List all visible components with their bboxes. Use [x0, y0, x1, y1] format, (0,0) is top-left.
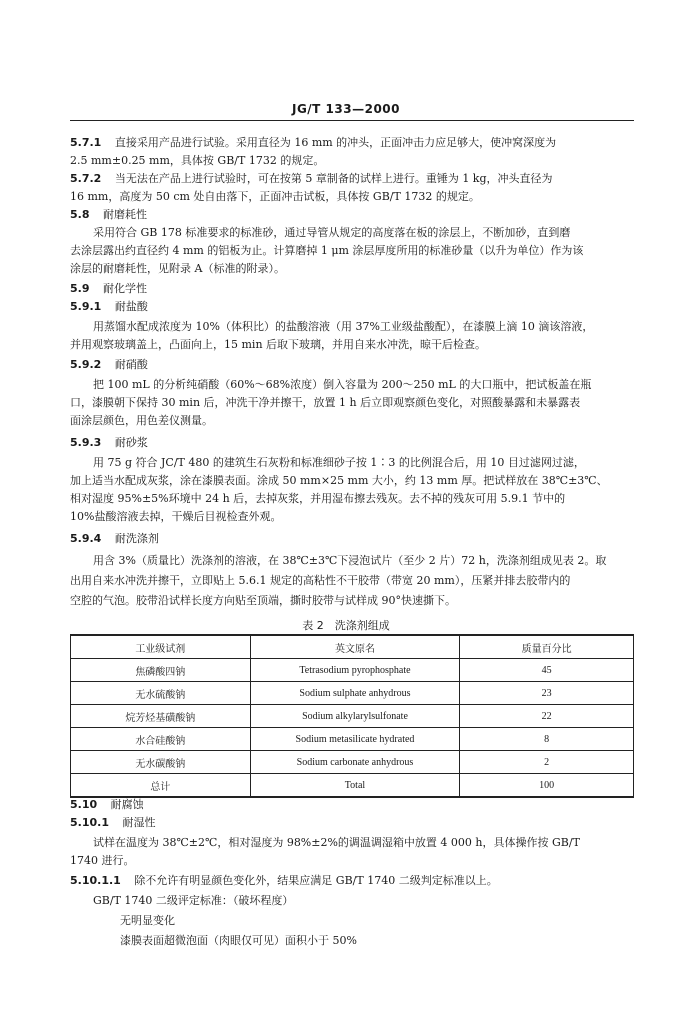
- clause-text: 16 mm，高度为 50 cm 处自由落下，正面冲击试板，具体按 GB/T 1732 的规定。: [70, 190, 480, 203]
- reagent-name: 无水碳酸钠: [71, 751, 251, 774]
- section-heading-5-10-1: [70, 816, 155, 829]
- section-number: 5.10: [70, 798, 98, 811]
- section-title: 耐洗涤剂: [114, 532, 159, 545]
- table-row: [71, 705, 634, 728]
- section-heading-5-9-4: [70, 532, 159, 545]
- clause-text: 面涂层颜色，用色差仪测量。: [70, 414, 213, 427]
- section-number: 5.9.1: [70, 300, 102, 313]
- criteria-title: GB/T 1740 二级评定标准：（破坏程度）: [93, 894, 294, 907]
- clause-text: 1740 进行。: [70, 854, 135, 867]
- section-number: 5.9.2: [70, 358, 102, 371]
- section-title: 耐湿性: [122, 816, 156, 829]
- clause-text: 涂层的耐磨耗性，见附录 A（标准的附录）。: [70, 262, 285, 275]
- table-header-row: [71, 635, 634, 659]
- clause-text: 空腔的气泡。胶带沿试样长度方向贴至顶端，撕时胶带与试样成 90°快速撕下。: [70, 594, 456, 607]
- clause-text: 去涂层露出约直径约 4 mm 的铝板为止。计算磨掉 1 μm 涂层厚度所用的标准砂量（以升为单位）作为该: [70, 244, 584, 257]
- reagent-name: 水合硅酸钠: [71, 728, 251, 751]
- clause-number: 5.7.2: [70, 172, 102, 185]
- clause-5-7-2: [70, 172, 553, 185]
- criteria-item: 无明显变化: [120, 914, 175, 927]
- section-number: 5.9: [70, 282, 90, 295]
- clause-text: 口，漆膜朝下保持 30 min 后，冲洗干净并擦干，放置 1 h 后立即观察颜色变化，对照酸暴露和未暴露表: [70, 396, 581, 409]
- section-heading-5-9-3: [70, 436, 148, 449]
- reagent-name: 无水硫酸钠: [71, 682, 251, 705]
- header-rule: [70, 120, 634, 121]
- section-heading-5-9-1: [70, 300, 148, 313]
- clause-text: 直接采用产品进行试验。采用直径为 16 mm 的冲头，正面冲击力应足够大，使冲窝深度为: [114, 136, 557, 149]
- clause-text: 10%盐酸溶液去掉，干燥后目视检查外观。: [70, 510, 282, 523]
- section-heading-5-8: [70, 208, 147, 221]
- clause-text: 相对湿度 95%±5%环境中 24 h 后，去掉灰浆，并用湿布擦去残灰。去不掉的残灰可用 5.9.1 节中的: [70, 492, 566, 505]
- mass-percent: 22: [460, 705, 634, 728]
- clause-text: 试样在温度为 38℃±2℃，相对湿度为 98%±2%的调温调湿箱中放置 4 000 h，具体操作按 GB/T: [93, 836, 580, 849]
- table-row: [71, 682, 634, 705]
- section-heading-5-9: [70, 282, 147, 295]
- clause-text: 并用观察玻璃盖上，凸面向上，15 min 后取下玻璃，并用自来水冲洗，晾干后检查。: [70, 338, 487, 351]
- column-header: 工业级试剂: [71, 635, 251, 659]
- table-row: [71, 751, 634, 774]
- english-name: Tetrasodium pyrophosphate: [250, 659, 460, 682]
- clause-text: 把 100 mL 的分析纯硝酸（60%～68%浓度）倒入容量为 200～250 mL 的大口瓶中，把试板盖在瓶: [93, 378, 592, 391]
- clause-number: 5.7.1: [70, 136, 102, 149]
- english-name: Sodium alkylarylsulfonate: [250, 705, 460, 728]
- clause-text: 2.5 mm±0.25 mm，具体按 GB/T 1732 的规定。: [70, 154, 325, 167]
- section-title: 耐腐蚀: [110, 798, 144, 811]
- section-number: 5.9.3: [70, 436, 102, 449]
- column-header: 质量百分比: [460, 635, 634, 659]
- section-heading-5-9-2: [70, 358, 148, 371]
- english-name: Sodium carbonate anhydrous: [250, 751, 460, 774]
- section-number: 5.10.1: [70, 816, 109, 829]
- english-name: Sodium sulphate anhydrous: [250, 682, 460, 705]
- clause-text: 出用自来水冲洗并擦干，立即贴上 5.6.1 规定的高粘性不干胶带（带宽 20 mm），压紧并排去胶带内的: [70, 574, 571, 587]
- reagent-name: 烷芳烃基磺酸钠: [71, 705, 251, 728]
- reagent-name: 总计: [71, 774, 251, 798]
- table-total-row: [71, 774, 634, 798]
- clause-text: 加上适当水配成灰浆，涂在漆膜表面。涂成 50 mm×25 mm 大小，约 13 mm 厚。把试样放在 38℃±3℃、: [70, 474, 608, 487]
- mass-percent: 2: [460, 751, 634, 774]
- clause-text: 当无法在产品上进行试验时，可在按第 5 章制备的试样上进行。重锤为 1 kg，冲头直径为: [114, 172, 553, 185]
- page-header: JG/T 133—2000: [291, 102, 400, 116]
- section-title: 耐盐酸: [114, 300, 148, 313]
- section-title: 耐砂浆: [114, 436, 148, 449]
- reagent-name: 焦磷酸四钠: [71, 659, 251, 682]
- table-caption: 表 2 洗涤剂组成: [302, 619, 390, 632]
- table-row: [71, 659, 634, 682]
- section-number: 5.9.4: [70, 532, 102, 545]
- section-title: 耐磨耗性: [103, 208, 147, 221]
- mass-percent: 45: [460, 659, 634, 682]
- english-name: Sodium metasilicate hydrated: [250, 728, 460, 751]
- detergent-composition-table: [70, 634, 634, 798]
- clause-text: 用含 3%（质量比）洗涤剂的溶液，在 38℃±3℃下浸泡试片（至少 2 片）72 h，洗涤剂组成见表 2。取: [93, 554, 607, 567]
- mass-percent: 8: [460, 728, 634, 751]
- mass-percent: 100: [460, 774, 634, 798]
- clause-5-10-1-1: [70, 874, 498, 887]
- clause-text: 除不允许有明显颜色变化外，结果应满足 GB/T 1740 二级判定标准以上。: [134, 874, 498, 887]
- table-row: [71, 728, 634, 751]
- mass-percent: 23: [460, 682, 634, 705]
- section-heading-5-10: [70, 798, 144, 811]
- clause-5-7-1: [70, 136, 556, 149]
- column-header: 英文原名: [250, 635, 460, 659]
- english-name: Total: [250, 774, 460, 798]
- criteria-item: 漆膜表面超微泡面（肉眼仅可见）面积小于 50%: [120, 934, 357, 947]
- section-title: 耐化学性: [103, 282, 147, 295]
- clause-text: 采用符合 GB 178 标准要求的标准砂，通过导管从规定的高度落在板的涂层上，不断加砂，直到磨: [93, 226, 571, 239]
- clause-number: 5.10.1.1: [70, 874, 121, 887]
- section-title: 耐硝酸: [114, 358, 148, 371]
- clause-text: 用蒸馏水配成浓度为 10%（体积比）的盐酸溶液（用 37%工业级盐酸配），在漆膜上滴 10 滴该溶液，: [93, 320, 594, 333]
- section-number: 5.8: [70, 208, 90, 221]
- clause-text: 用 75 g 符合 JC/T 480 的建筑生石灰粉和标准细砂子按 1∶3 的比例混合后，用 10 目过滤网过滤，: [93, 456, 585, 469]
